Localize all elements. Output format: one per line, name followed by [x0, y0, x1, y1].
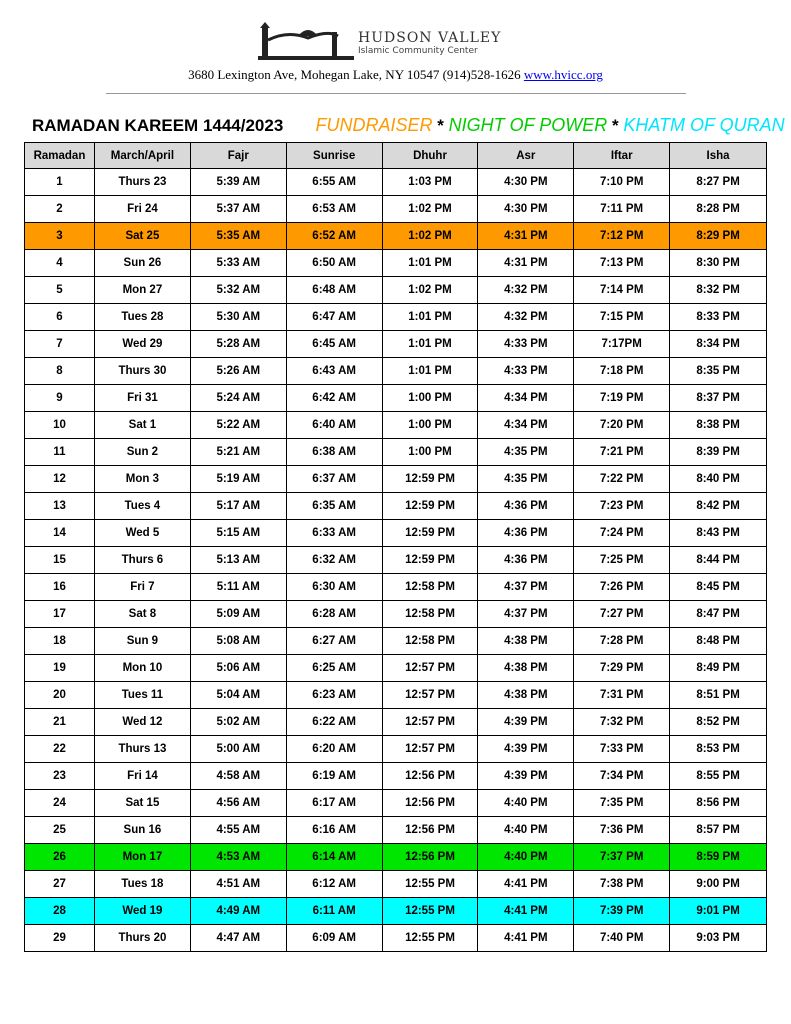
cell-asr: 4:33 PM — [478, 358, 574, 385]
cell-ramadan-day: 24 — [25, 790, 95, 817]
cell-sunrise: 6:42 AM — [286, 385, 382, 412]
table-row — [25, 520, 767, 547]
cell-dhuhr: 12:57 PM — [382, 655, 478, 682]
cell-isha: 8:49 PM — [670, 655, 767, 682]
prayer-timetable — [24, 142, 767, 952]
cell-isha: 8:59 PM — [670, 844, 767, 871]
cell-iftar: 7:12 PM — [574, 223, 670, 250]
cell-isha: 8:56 PM — [670, 790, 767, 817]
cell-dhuhr: 12:59 PM — [382, 466, 478, 493]
cell-iftar: 7:31 PM — [574, 682, 670, 709]
cell-date: Fri 31 — [94, 385, 190, 412]
cell-dhuhr: 12:55 PM — [382, 925, 478, 952]
cell-asr: 4:37 PM — [478, 601, 574, 628]
cell-fajr: 5:32 AM — [190, 277, 286, 304]
column-header-asr: Asr — [478, 143, 574, 169]
cell-isha: 8:47 PM — [670, 601, 767, 628]
cell-iftar: 7:24 PM — [574, 520, 670, 547]
cell-isha: 8:39 PM — [670, 439, 767, 466]
cell-asr: 4:40 PM — [478, 790, 574, 817]
cell-isha: 8:37 PM — [670, 385, 767, 412]
cell-sunrise: 6:09 AM — [286, 925, 382, 952]
cell-asr: 4:36 PM — [478, 493, 574, 520]
title-separator: * — [607, 116, 624, 135]
cell-sunrise: 6:17 AM — [286, 790, 382, 817]
table-row — [25, 628, 767, 655]
cell-asr: 4:30 PM — [478, 196, 574, 223]
cell-ramadan-day: 8 — [25, 358, 95, 385]
table-row — [25, 331, 767, 358]
table-row — [25, 412, 767, 439]
table-row — [25, 385, 767, 412]
cell-iftar: 7:18 PM — [574, 358, 670, 385]
cell-date: Mon 3 — [94, 466, 190, 493]
cell-sunrise: 6:23 AM — [286, 682, 382, 709]
cell-fajr: 4:51 AM — [190, 871, 286, 898]
cell-fajr: 4:55 AM — [190, 817, 286, 844]
cell-date: Wed 12 — [94, 709, 190, 736]
table-row — [25, 277, 767, 304]
cell-dhuhr: 12:57 PM — [382, 736, 478, 763]
cell-fajr: 5:24 AM — [190, 385, 286, 412]
table-row — [25, 655, 767, 682]
cell-asr: 4:36 PM — [478, 547, 574, 574]
cell-dhuhr: 1:02 PM — [382, 196, 478, 223]
table-row — [25, 169, 767, 196]
cell-iftar: 7:19 PM — [574, 385, 670, 412]
cell-ramadan-day: 28 — [25, 898, 95, 925]
table-row — [25, 682, 767, 709]
cell-asr: 4:34 PM — [478, 385, 574, 412]
cell-asr: 4:33 PM — [478, 331, 574, 358]
table-row — [25, 844, 767, 871]
address-line — [0, 67, 791, 83]
cell-dhuhr: 1:02 PM — [382, 277, 478, 304]
table-row — [25, 223, 767, 250]
cell-fajr: 4:53 AM — [190, 844, 286, 871]
cell-date: Sun 2 — [94, 439, 190, 466]
cell-asr: 4:41 PM — [478, 898, 574, 925]
title-separator: * — [432, 116, 449, 135]
column-header-dhuhr: Dhuhr — [382, 143, 478, 169]
cell-dhuhr: 12:55 PM — [382, 898, 478, 925]
cell-isha: 8:48 PM — [670, 628, 767, 655]
cell-ramadan-day: 5 — [25, 277, 95, 304]
cell-ramadan-day: 17 — [25, 601, 95, 628]
cell-fajr: 5:19 AM — [190, 466, 286, 493]
cell-date: Sat 1 — [94, 412, 190, 439]
cell-ramadan-day: 22 — [25, 736, 95, 763]
cell-date: Wed 29 — [94, 331, 190, 358]
cell-date: Thurs 20 — [94, 925, 190, 952]
table-row — [25, 601, 767, 628]
address-text: 3680 Lexington Ave, Mohegan Lake, NY 10547 (914)528-1626 — [188, 67, 524, 82]
cell-iftar: 7:29 PM — [574, 655, 670, 682]
table-row — [25, 736, 767, 763]
org-name: HUDSON VALLEY — [358, 30, 502, 46]
cell-sunrise: 6:28 AM — [286, 601, 382, 628]
cell-fajr: 4:47 AM — [190, 925, 286, 952]
cell-isha: 8:53 PM — [670, 736, 767, 763]
cell-asr: 4:40 PM — [478, 844, 574, 871]
table-row — [25, 817, 767, 844]
cell-sunrise: 6:30 AM — [286, 574, 382, 601]
cell-fajr: 5:06 AM — [190, 655, 286, 682]
cell-fajr: 5:08 AM — [190, 628, 286, 655]
cell-sunrise: 6:48 AM — [286, 277, 382, 304]
cell-sunrise: 6:35 AM — [286, 493, 382, 520]
table-row — [25, 358, 767, 385]
cell-date: Tues 18 — [94, 871, 190, 898]
cell-date: Wed 19 — [94, 898, 190, 925]
cell-asr: 4:39 PM — [478, 709, 574, 736]
cell-isha: 8:55 PM — [670, 763, 767, 790]
cell-isha: 8:33 PM — [670, 304, 767, 331]
cell-iftar: 7:23 PM — [574, 493, 670, 520]
cell-isha: 8:32 PM — [670, 277, 767, 304]
cell-dhuhr: 1:00 PM — [382, 439, 478, 466]
cell-isha: 9:01 PM — [670, 898, 767, 925]
title-main: RAMADAN KAREEM 1444/2023 — [32, 116, 284, 135]
cell-ramadan-day: 2 — [25, 196, 95, 223]
cell-iftar: 7:22 PM — [574, 466, 670, 493]
cell-iftar: 7:35 PM — [574, 790, 670, 817]
cell-date: Fri 7 — [94, 574, 190, 601]
cell-dhuhr: 1:01 PM — [382, 331, 478, 358]
cell-date: Tues 28 — [94, 304, 190, 331]
cell-fajr: 5:17 AM — [190, 493, 286, 520]
table-row — [25, 304, 767, 331]
cell-date: Sat 8 — [94, 601, 190, 628]
cell-fajr: 5:11 AM — [190, 574, 286, 601]
cell-fajr: 5:35 AM — [190, 223, 286, 250]
cell-date: Sun 26 — [94, 250, 190, 277]
cell-fajr: 5:37 AM — [190, 196, 286, 223]
cell-isha: 8:34 PM — [670, 331, 767, 358]
cell-isha: 8:30 PM — [670, 250, 767, 277]
table-row — [25, 574, 767, 601]
cell-sunrise: 6:19 AM — [286, 763, 382, 790]
org-logo — [258, 22, 538, 70]
cell-ramadan-day: 27 — [25, 871, 95, 898]
cell-sunrise: 6:14 AM — [286, 844, 382, 871]
cell-sunrise: 6:50 AM — [286, 250, 382, 277]
cell-fajr: 5:28 AM — [190, 331, 286, 358]
cell-asr: 4:39 PM — [478, 763, 574, 790]
cell-ramadan-day: 10 — [25, 412, 95, 439]
table-row — [25, 250, 767, 277]
cell-ramadan-day: 3 — [25, 223, 95, 250]
cell-dhuhr: 12:56 PM — [382, 790, 478, 817]
cell-sunrise: 6:55 AM — [286, 169, 382, 196]
table-header-row — [25, 143, 767, 169]
cell-fajr: 5:13 AM — [190, 547, 286, 574]
cell-dhuhr: 12:56 PM — [382, 844, 478, 871]
cell-dhuhr: 12:58 PM — [382, 574, 478, 601]
cell-ramadan-day: 26 — [25, 844, 95, 871]
cell-sunrise: 6:27 AM — [286, 628, 382, 655]
cell-ramadan-day: 13 — [25, 493, 95, 520]
cell-ramadan-day: 25 — [25, 817, 95, 844]
cell-fajr: 5:33 AM — [190, 250, 286, 277]
cell-fajr: 5:15 AM — [190, 520, 286, 547]
table-row — [25, 763, 767, 790]
cell-dhuhr: 12:55 PM — [382, 871, 478, 898]
cell-ramadan-day: 21 — [25, 709, 95, 736]
mosque-logo-icon — [258, 22, 358, 70]
cell-fajr: 5:00 AM — [190, 736, 286, 763]
cell-dhuhr: 1:00 PM — [382, 385, 478, 412]
cell-ramadan-day: 19 — [25, 655, 95, 682]
cell-fajr: 5:02 AM — [190, 709, 286, 736]
org-subtitle: Islamic Community Center — [358, 46, 478, 56]
cell-date: Fri 24 — [94, 196, 190, 223]
cell-date: Thurs 13 — [94, 736, 190, 763]
cell-date: Mon 10 — [94, 655, 190, 682]
cell-asr: 4:31 PM — [478, 250, 574, 277]
cell-ramadan-day: 16 — [25, 574, 95, 601]
cell-iftar: 7:21 PM — [574, 439, 670, 466]
cell-isha: 8:27 PM — [670, 169, 767, 196]
cell-iftar: 7:38 PM — [574, 871, 670, 898]
table-row — [25, 709, 767, 736]
cell-sunrise: 6:12 AM — [286, 871, 382, 898]
cell-fajr: 5:39 AM — [190, 169, 286, 196]
cell-fajr: 4:49 AM — [190, 898, 286, 925]
cell-iftar: 7:39 PM — [574, 898, 670, 925]
website-link[interactable]: www.hvicc.org — [523, 67, 603, 82]
table-row — [25, 898, 767, 925]
cell-iftar: 7:36 PM — [574, 817, 670, 844]
cell-dhuhr: 12:59 PM — [382, 520, 478, 547]
cell-sunrise: 6:43 AM — [286, 358, 382, 385]
cell-ramadan-day: 7 — [25, 331, 95, 358]
table-row — [25, 547, 767, 574]
cell-asr: 4:35 PM — [478, 466, 574, 493]
cell-asr: 4:38 PM — [478, 628, 574, 655]
title-night-of-power: NIGHT OF POWER — [448, 115, 608, 135]
cell-isha: 8:52 PM — [670, 709, 767, 736]
cell-asr: 4:41 PM — [478, 871, 574, 898]
cell-date: Thurs 6 — [94, 547, 190, 574]
cell-asr: 4:30 PM — [478, 169, 574, 196]
cell-iftar: 7:32 PM — [574, 709, 670, 736]
cell-fajr: 5:09 AM — [190, 601, 286, 628]
column-header-iftar: Iftar — [574, 143, 670, 169]
cell-iftar: 7:40 PM — [574, 925, 670, 952]
cell-date: Tues 4 — [94, 493, 190, 520]
cell-dhuhr: 1:01 PM — [382, 358, 478, 385]
cell-iftar: 7:33 PM — [574, 736, 670, 763]
cell-isha: 9:00 PM — [670, 871, 767, 898]
cell-isha: 8:43 PM — [670, 520, 767, 547]
column-header-fajr: Fajr — [190, 143, 286, 169]
cell-isha: 8:44 PM — [670, 547, 767, 574]
cell-asr: 4:41 PM — [478, 925, 574, 952]
table-row — [25, 871, 767, 898]
cell-dhuhr: 1:02 PM — [382, 223, 478, 250]
cell-ramadan-day: 4 — [25, 250, 95, 277]
cell-date: Sat 15 — [94, 790, 190, 817]
cell-date: Fri 14 — [94, 763, 190, 790]
cell-dhuhr: 12:56 PM — [382, 763, 478, 790]
cell-dhuhr: 1:01 PM — [382, 304, 478, 331]
cell-sunrise: 6:40 AM — [286, 412, 382, 439]
cell-sunrise: 6:25 AM — [286, 655, 382, 682]
cell-fajr: 5:30 AM — [190, 304, 286, 331]
cell-date: Mon 17 — [94, 844, 190, 871]
cell-ramadan-day: 20 — [25, 682, 95, 709]
table-row — [25, 925, 767, 952]
cell-sunrise: 6:20 AM — [286, 736, 382, 763]
cell-dhuhr: 12:56 PM — [382, 817, 478, 844]
cell-fajr: 5:22 AM — [190, 412, 286, 439]
cell-dhuhr: 1:01 PM — [382, 250, 478, 277]
cell-date: Sun 16 — [94, 817, 190, 844]
cell-isha: 8:57 PM — [670, 817, 767, 844]
cell-sunrise: 6:53 AM — [286, 196, 382, 223]
cell-iftar: 7:15 PM — [574, 304, 670, 331]
cell-asr: 4:38 PM — [478, 682, 574, 709]
cell-fajr: 5:04 AM — [190, 682, 286, 709]
cell-asr: 4:32 PM — [478, 304, 574, 331]
cell-ramadan-day: 29 — [25, 925, 95, 952]
cell-sunrise: 6:16 AM — [286, 817, 382, 844]
cell-iftar: 7:11 PM — [574, 196, 670, 223]
column-header-sunrise: Sunrise — [286, 143, 382, 169]
cell-asr: 4:36 PM — [478, 520, 574, 547]
cell-iftar: 7:26 PM — [574, 574, 670, 601]
title-khatm-of-quran: KHATM OF QURAN — [623, 115, 785, 135]
cell-sunrise: 6:45 AM — [286, 331, 382, 358]
table-row — [25, 790, 767, 817]
cell-asr: 4:37 PM — [478, 574, 574, 601]
table-row — [25, 466, 767, 493]
column-header-isha: Isha — [670, 143, 767, 169]
cell-dhuhr: 1:03 PM — [382, 169, 478, 196]
cell-iftar: 7:28 PM — [574, 628, 670, 655]
cell-isha: 8:51 PM — [670, 682, 767, 709]
cell-dhuhr: 12:57 PM — [382, 682, 478, 709]
cell-iftar: 7:37 PM — [574, 844, 670, 871]
cell-ramadan-day: 23 — [25, 763, 95, 790]
cell-asr: 4:31 PM — [478, 223, 574, 250]
cell-fajr: 5:21 AM — [190, 439, 286, 466]
cell-date: Thurs 30 — [94, 358, 190, 385]
table-row — [25, 493, 767, 520]
cell-dhuhr: 12:59 PM — [382, 493, 478, 520]
cell-sunrise: 6:11 AM — [286, 898, 382, 925]
cell-sunrise: 6:47 AM — [286, 304, 382, 331]
cell-dhuhr: 12:57 PM — [382, 709, 478, 736]
cell-isha: 8:45 PM — [670, 574, 767, 601]
cell-dhuhr: 12:58 PM — [382, 628, 478, 655]
cell-isha: 8:42 PM — [670, 493, 767, 520]
cell-iftar: 7:14 PM — [574, 277, 670, 304]
cell-ramadan-day: 12 — [25, 466, 95, 493]
cell-isha: 8:40 PM — [670, 466, 767, 493]
cell-isha: 9:03 PM — [670, 925, 767, 952]
cell-sunrise: 6:33 AM — [286, 520, 382, 547]
cell-iftar: 7:10 PM — [574, 169, 670, 196]
cell-iftar: 7:25 PM — [574, 547, 670, 574]
cell-iftar: 7:17PM — [574, 331, 670, 358]
cell-dhuhr: 1:00 PM — [382, 412, 478, 439]
cell-asr: 4:34 PM — [478, 412, 574, 439]
cell-isha: 8:28 PM — [670, 196, 767, 223]
cell-ramadan-day: 14 — [25, 520, 95, 547]
cell-fajr: 5:26 AM — [190, 358, 286, 385]
cell-iftar: 7:34 PM — [574, 763, 670, 790]
cell-ramadan-day: 6 — [25, 304, 95, 331]
cell-dhuhr: 12:59 PM — [382, 547, 478, 574]
column-header-date: March/April — [94, 143, 190, 169]
cell-asr: 4:35 PM — [478, 439, 574, 466]
cell-asr: 4:39 PM — [478, 736, 574, 763]
cell-date: Mon 27 — [94, 277, 190, 304]
cell-asr: 4:38 PM — [478, 655, 574, 682]
table-row — [25, 196, 767, 223]
cell-sunrise: 6:52 AM — [286, 223, 382, 250]
cell-sunrise: 6:32 AM — [286, 547, 382, 574]
cell-asr: 4:32 PM — [478, 277, 574, 304]
cell-sunrise: 6:22 AM — [286, 709, 382, 736]
header-divider — [106, 93, 686, 94]
cell-fajr: 4:58 AM — [190, 763, 286, 790]
cell-ramadan-day: 11 — [25, 439, 95, 466]
cell-date: Sun 9 — [94, 628, 190, 655]
cell-date: Sat 25 — [94, 223, 190, 250]
cell-iftar: 7:27 PM — [574, 601, 670, 628]
cell-sunrise: 6:37 AM — [286, 466, 382, 493]
cell-ramadan-day: 18 — [25, 628, 95, 655]
cell-asr: 4:40 PM — [478, 817, 574, 844]
cell-date: Wed 5 — [94, 520, 190, 547]
title-fundraiser: FUNDRAISER — [315, 115, 433, 135]
cell-ramadan-day: 1 — [25, 169, 95, 196]
page-title — [32, 115, 785, 136]
cell-dhuhr: 12:58 PM — [382, 601, 478, 628]
cell-ramadan-day: 9 — [25, 385, 95, 412]
cell-date: Thurs 23 — [94, 169, 190, 196]
cell-sunrise: 6:38 AM — [286, 439, 382, 466]
cell-iftar: 7:13 PM — [574, 250, 670, 277]
cell-isha: 8:29 PM — [670, 223, 767, 250]
table-row — [25, 439, 767, 466]
table-body — [25, 169, 767, 952]
cell-fajr: 4:56 AM — [190, 790, 286, 817]
column-header-ramadan: Ramadan — [25, 143, 95, 169]
cell-ramadan-day: 15 — [25, 547, 95, 574]
cell-isha: 8:35 PM — [670, 358, 767, 385]
cell-isha: 8:38 PM — [670, 412, 767, 439]
cell-iftar: 7:20 PM — [574, 412, 670, 439]
cell-date: Tues 11 — [94, 682, 190, 709]
